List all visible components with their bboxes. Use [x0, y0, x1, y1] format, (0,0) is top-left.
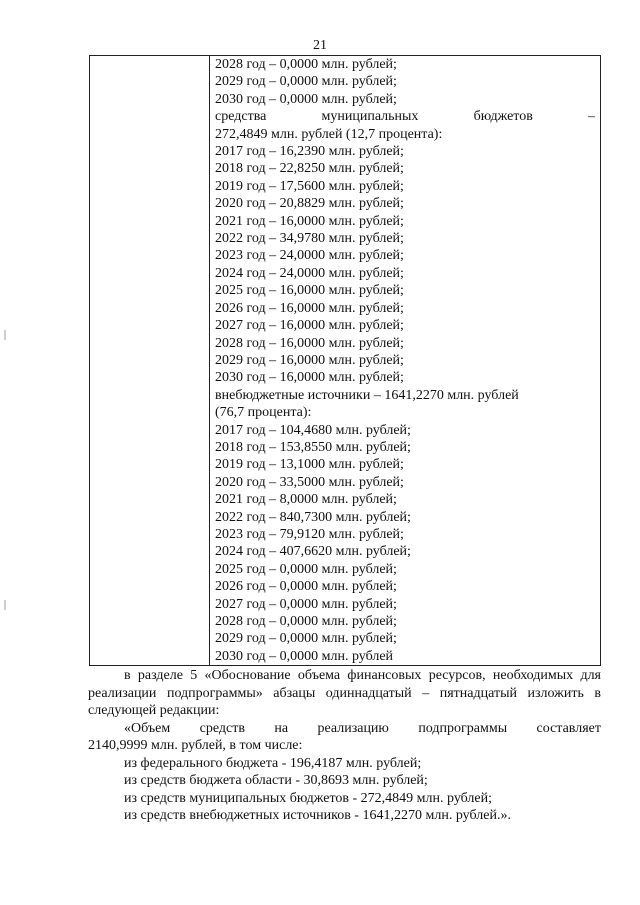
table-line: 2029 год – 0,0000 млн. рублей; [215, 631, 397, 647]
table-line: 2030 год – 0,0000 млн. рублей; [215, 91, 397, 107]
table-line: 2022 год – 840,7300 млн. рублей; [215, 509, 411, 525]
table-line: 2019 год – 17,5600 млн. рублей; [215, 178, 404, 194]
table-line: 2023 год – 79,9120 млн. рублей; [215, 526, 404, 542]
funding-source-item: из федерального бюджета - 196,4187 млн. рублей; [124, 755, 422, 771]
amendment-paragraph: в разделе 5 «Обоснование объема финансовых ресурсов, необходимых для реализации подпрограммы» абзацы одиннадцатый – пятнадцатый изложить в следующей редакции: [88, 668, 601, 718]
table-line: 2027 год – 16,0000 млн. рублей; [215, 318, 404, 334]
table-line: 2025 год – 0,0000 млн. рублей; [215, 561, 397, 577]
table-line: 272,4849 млн. рублей (12,7 процента): [215, 126, 443, 142]
table-line: 2026 год – 0,0000 млн. рублей; [215, 579, 397, 595]
table-line: 2027 год – 0,0000 млн. рублей; [215, 596, 397, 612]
table-line: 2021 год – 8,0000 млн. рублей; [215, 492, 397, 508]
table-line: 2019 год – 13,1000 млн. рублей; [215, 457, 404, 473]
table-line: 2018 год – 22,8250 млн. рублей; [215, 161, 404, 177]
heading-word: средства [215, 109, 267, 125]
table-line: 2024 год – 407,6620 млн. рублей; [215, 544, 411, 560]
table-line: 2020 год – 20,8829 млн. рублей; [215, 196, 404, 212]
municipal-budget-heading [215, 108, 595, 125]
table-line: 2028 год – 16,0000 млн. рублей; [215, 335, 404, 351]
table-line: 2029 год – 0,0000 млн. рублей; [215, 74, 397, 90]
table-line: (76,7 процента): [215, 405, 312, 421]
heading-word: муниципальных [321, 109, 419, 125]
table-line: 2023 год – 24,0000 млн. рублей; [215, 248, 404, 264]
amendment-text [88, 667, 601, 825]
table-line: 2024 год – 24,0000 млн. рублей; [215, 265, 404, 281]
financing-table-cell [215, 56, 595, 665]
table-line: 2029 год – 16,0000 млн. рублей; [215, 352, 404, 368]
quote-word: «Объем [124, 720, 171, 736]
margin-scan-mark [4, 330, 6, 340]
funding-source-item: из средств внебюджетных источников - 1641,2270 млн. рублей.». [124, 808, 511, 823]
table-line: 2025 год – 16,0000 млн. рублей; [215, 283, 404, 299]
table-line: 2028 год – 0,0000 млн. рублей; [215, 614, 397, 629]
table-line: внебюджетные источники – 1641,2270 млн. рублей [215, 387, 519, 403]
table-line: 2030 год – 16,0000 млн. рублей; [215, 370, 404, 386]
quote-first-line [88, 720, 601, 738]
page-number: 21 [313, 38, 327, 53]
table-line: 2030 год – 0,0000 млн. рублей [215, 648, 394, 664]
table-line: 2028 год – 0,0000 млн. рублей; [215, 57, 397, 72]
table-line: 2020 год – 33,5000 млн. рублей; [215, 474, 404, 490]
table-line: 2017 год – 104,4680 млн. рублей; [215, 422, 411, 438]
margin-scan-mark [4, 600, 6, 610]
table-line: 2026 год – 16,0000 млн. рублей; [215, 300, 404, 316]
table-column-divider [209, 56, 210, 665]
quote-word: подпрограммы [418, 720, 508, 736]
heading-word: бюджетов [473, 109, 533, 125]
funding-source-item: из средств муниципальных бюджетов - 272,4849 млн. рублей; [124, 790, 492, 806]
table-line: 2021 год – 16,0000 млн. рублей; [215, 213, 404, 229]
quote-word: средств [199, 720, 245, 736]
funding-source-item: из средств бюджета области - 30,8693 млн. рублей; [124, 773, 428, 788]
table-line: 2022 год – 34,9780 млн. рублей; [215, 231, 404, 247]
quote-word: на [274, 720, 289, 736]
table-line: 2017 год – 16,2390 млн. рублей; [215, 144, 404, 160]
heading-word: – [588, 109, 595, 125]
financing-table [89, 55, 601, 666]
quote-word: реализацию [317, 720, 389, 736]
table-line: 2018 год – 153,8550 млн. рублей; [215, 439, 411, 455]
quote-second-line: 2140,9999 млн. рублей, в том числе: [88, 738, 303, 753]
quote-word: составляет [536, 720, 601, 736]
